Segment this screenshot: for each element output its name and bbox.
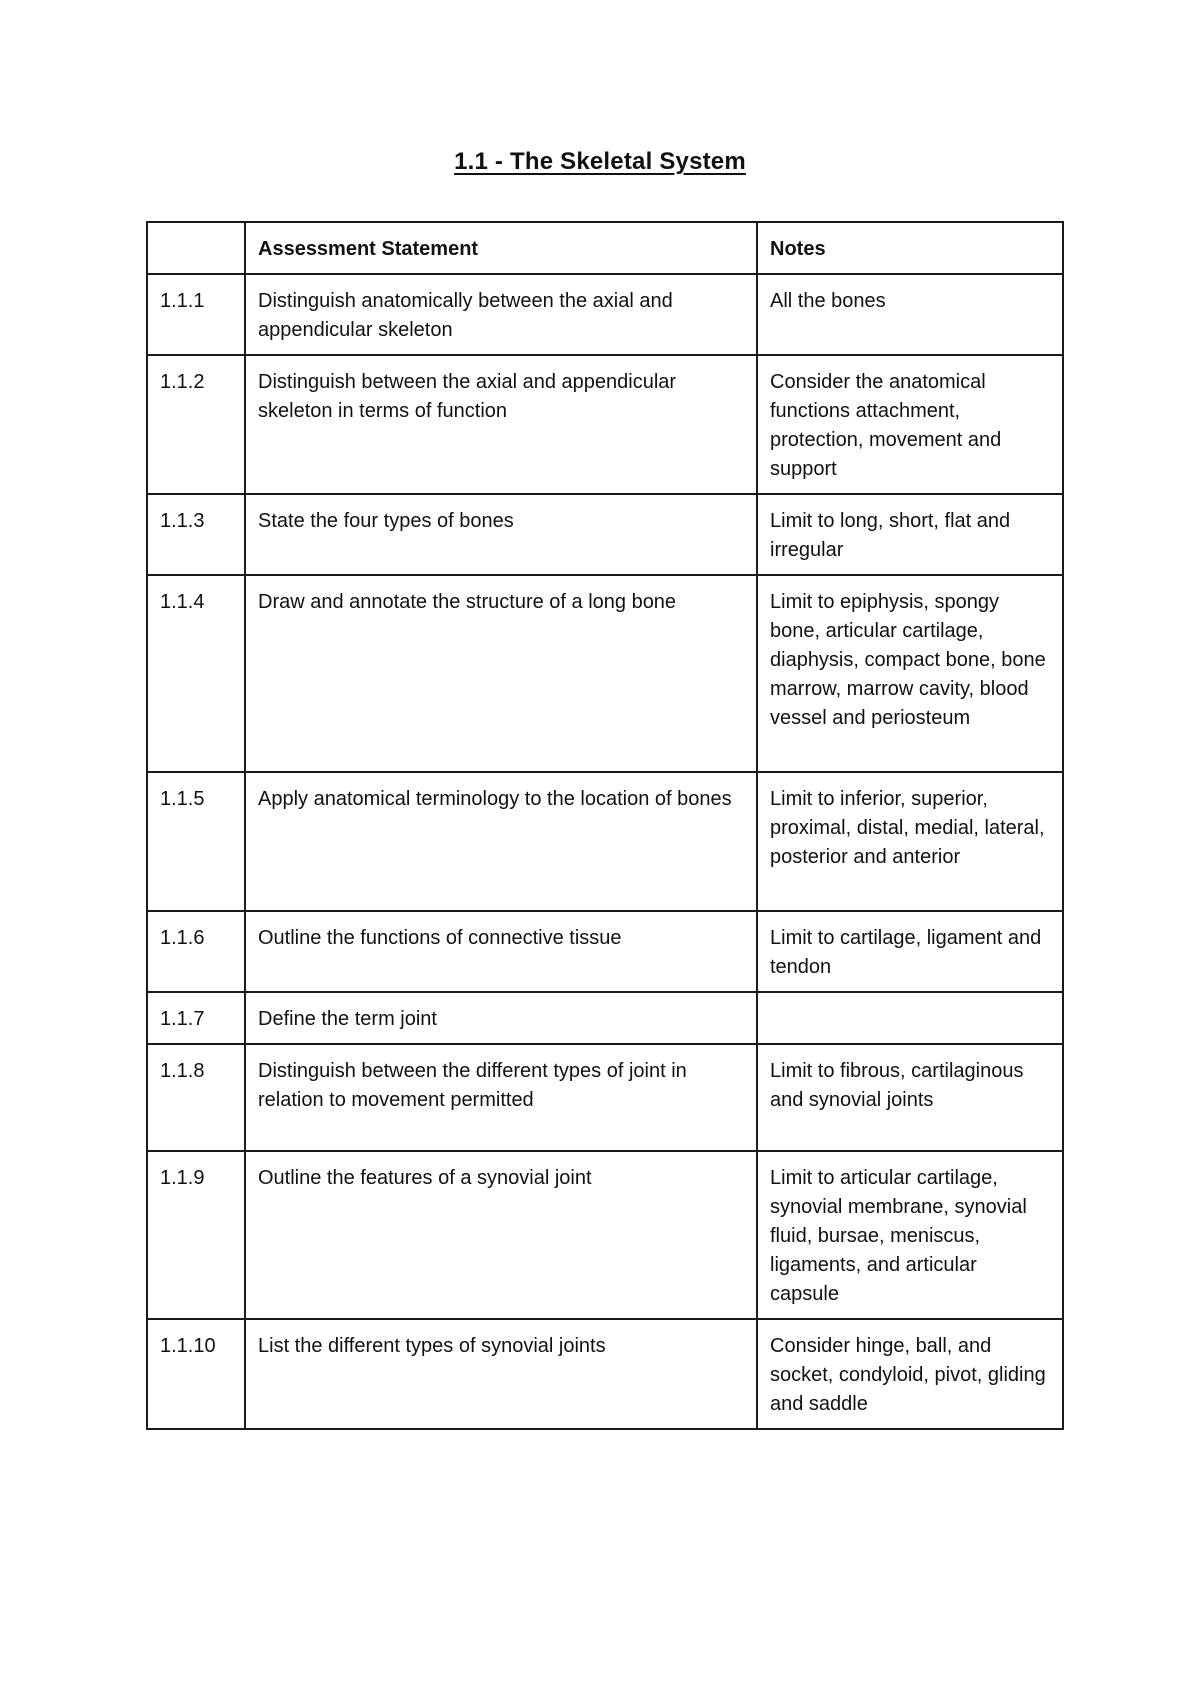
- header-notes: Notes: [757, 222, 1063, 274]
- row-statement: Outline the functions of connective tissue: [245, 911, 757, 992]
- row-number: 1.1.3: [147, 494, 245, 575]
- row-notes: All the bones: [757, 274, 1063, 355]
- row-notes: Limit to long, short, flat and irregular: [757, 494, 1063, 575]
- table-row: [147, 355, 1063, 494]
- row-number: 1.1.9: [147, 1151, 245, 1319]
- row-number: 1.1.10: [147, 1319, 245, 1429]
- row-notes: Consider hinge, ball, and socket, condyloid, pivot, gliding and saddle: [757, 1319, 1063, 1429]
- table-row: [147, 274, 1063, 355]
- row-statement: Distinguish between the different types of joint in relation to movement permitted: [245, 1044, 757, 1151]
- row-statement: Outline the features of a synovial joint: [245, 1151, 757, 1319]
- header-number: [147, 222, 245, 274]
- row-number: 1.1.5: [147, 772, 245, 911]
- table-row: [147, 1151, 1063, 1319]
- row-statement: List the different types of synovial joints: [245, 1319, 757, 1429]
- row-number: 1.1.4: [147, 575, 245, 772]
- row-notes: Limit to inferior, superior, proximal, distal, medial, lateral, posterior and anterior: [757, 772, 1063, 911]
- row-number: 1.1.6: [147, 911, 245, 992]
- table-row: [147, 575, 1063, 772]
- row-notes: Limit to fibrous, cartilaginous and synovial joints: [757, 1044, 1063, 1151]
- row-statement: Distinguish between the axial and appendicular skeleton in terms of function: [245, 355, 757, 494]
- table-row: [147, 494, 1063, 575]
- table-row: [147, 992, 1063, 1044]
- row-statement: Apply anatomical terminology to the location of bones: [245, 772, 757, 911]
- row-statement: Distinguish anatomically between the axial and appendicular skeleton: [245, 274, 757, 355]
- row-statement: Draw and annotate the structure of a long bone: [245, 575, 757, 772]
- header-assessment-statement: Assessment Statement: [245, 222, 757, 274]
- row-notes: Limit to epiphysis, spongy bone, articular cartilage, diaphysis, compact bone, bone marrow, marrow cavity, blood vessel and periosteum: [757, 575, 1063, 772]
- row-notes: Limit to articular cartilage, synovial membrane, synovial fluid, bursae, meniscus, ligaments, and articular capsule: [757, 1151, 1063, 1319]
- row-notes: [757, 992, 1063, 1044]
- row-notes: Limit to cartilage, ligament and tendon: [757, 911, 1063, 992]
- row-number: 1.1.8: [147, 1044, 245, 1151]
- table-row: [147, 772, 1063, 911]
- table-row: [147, 911, 1063, 992]
- row-number: 1.1.2: [147, 355, 245, 494]
- page-title: 1.1 - The Skeletal System: [454, 148, 746, 175]
- row-statement: Define the term joint: [245, 992, 757, 1044]
- row-number: 1.1.7: [147, 992, 245, 1044]
- row-notes: Consider the anatomical functions attachment, protection, movement and support: [757, 355, 1063, 494]
- table-header-row: [147, 222, 1063, 274]
- assessment-table: [146, 221, 1064, 1430]
- table-row: [147, 1319, 1063, 1429]
- row-statement: State the four types of bones: [245, 494, 757, 575]
- row-number: 1.1.1: [147, 274, 245, 355]
- table-row: [147, 1044, 1063, 1151]
